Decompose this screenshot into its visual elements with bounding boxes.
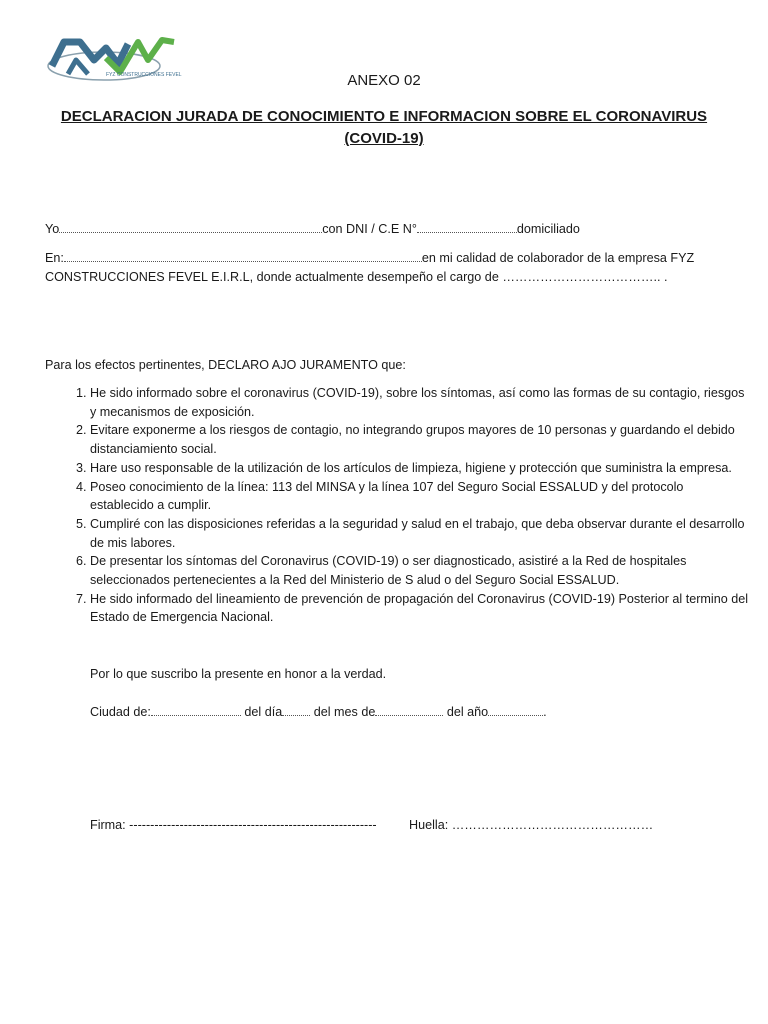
date-end: . [543, 705, 547, 719]
closing-statement: Por lo que suscribo la presente en honor a la verdad. [90, 667, 387, 681]
title-line-1: DECLARACION JURADA DE CONOCIMIENTO E INFORMACION SOBRE EL CORONAVIRUS [60, 108, 708, 125]
title-line-2: (COVID-19) [344, 130, 424, 147]
date-line [90, 703, 547, 721]
anio-label: del año [446, 705, 489, 719]
domiciliado-label: domiciliado [516, 222, 580, 236]
list-item: 7. He sido informado del lineamiento de prevención de propagación del Coronavirus (COVID-19) Posterior al termino del Estado de Emergencia Nacional. [90, 590, 750, 627]
ciudad-label: Ciudad de: [90, 705, 151, 719]
month-field[interactable] [375, 703, 443, 716]
address-field[interactable] [64, 249, 422, 262]
fingerprint-field[interactable]: Huella: ………………………………………… [409, 818, 654, 832]
yo-label: Yo [45, 222, 60, 236]
city-field[interactable] [151, 703, 241, 716]
dni-label: con DNI / C.E N° [322, 222, 417, 236]
list-item: 6. De presentar los síntomas del Coronavirus (COVID-19) o ser diagnosticado, asistiré a la Red de hospitales seleccionados pertenecientes a la Red del Ministerio de S alud o del Seguro Social ESSALUD. [90, 552, 750, 589]
signature-field[interactable]: Firma: ----------------------------------------------------------- [90, 818, 377, 832]
list-item: 3. Hare uso responsable de la utilización de los artículos de limpieza, higiene y protección que suministra la empresa. [90, 459, 750, 478]
annex-label: ANEXO 02 [347, 72, 421, 89]
logo-text: FYZ CONSTRUCCIONES FEVEL [106, 72, 182, 78]
name-field[interactable] [59, 220, 322, 233]
colaborador-text: en mi calidad de colaborador de la empresa FYZ [421, 251, 695, 265]
list-item: 1. He sido informado sobre el coronavirus (COVID-19), sobre los síntomas, así como las formas de su contagio, riesgos y mecanismos de exposición. [90, 384, 750, 421]
list-item: 4. Poseo conocimiento de la línea: 113 del MINSA y la línea 107 del Seguro Social ESSALUD y del protocolo establecido a cumplir. [90, 478, 750, 515]
mes-label: del mes de [313, 705, 376, 719]
en-line [45, 249, 694, 267]
dia-label: del día [244, 705, 283, 719]
dni-field[interactable] [417, 220, 517, 233]
list-item: 2. Evitare exponerme a los riesgos de contagio, no integrando grupos mayores de 10 personas y guardando el debido distanciamiento social. [90, 421, 750, 458]
list-item: 5. Cumpliré con las disposiciones referidas a la seguridad y salud en el trabajo, que deba observar durante el desarrollo de mis labores. [90, 515, 750, 552]
day-field[interactable] [282, 703, 310, 716]
declaration-intro: Para los efectos pertinentes, DECLARO AJO JURAMENTO que: [45, 358, 406, 372]
en-label: En: [45, 251, 64, 265]
empresa-line: CONSTRUCCIONES FEVEL E.I.R.L, donde actualmente desempeño el cargo de ……………………………….. . [45, 270, 668, 284]
year-field[interactable] [488, 703, 543, 716]
page-title [40, 106, 728, 150]
yo-line [45, 220, 580, 238]
declarations-list [45, 384, 750, 627]
